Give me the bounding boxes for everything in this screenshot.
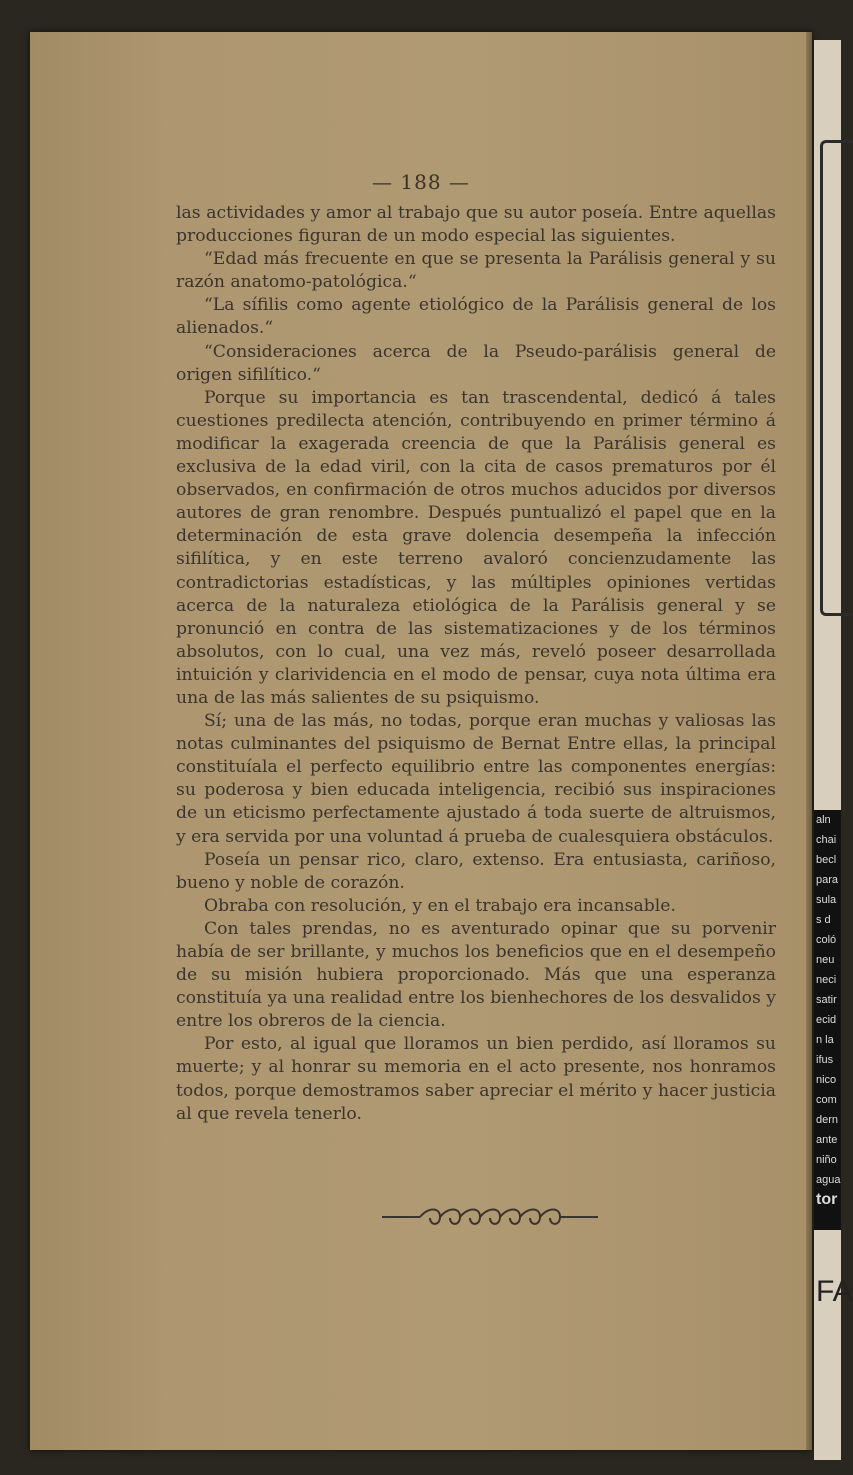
adjacent-page-fragment: nico (816, 1074, 837, 1086)
adjacent-page-frame (820, 140, 853, 616)
paragraph: Con tales prendas, no es aventurado opinar que su porvenir había de ser brillante, y muchos los beneficios que en el desempeño de su misión hubiera proporcionado. Más que una esperanza constituía ya una realidad entre los bienhechores de los desvalidos y entre los obreros de la ciencia. (176, 918, 776, 1032)
adjacent-page-fragment: dern (816, 1114, 839, 1126)
adjacent-page-fragment: niño (816, 1154, 837, 1166)
page-edge (806, 32, 812, 1450)
paragraph: Poseía un pensar rico, claro, extenso. Era entusiasta, cariñoso, bueno y noble de corazón. (176, 849, 776, 893)
adjacent-page-fragment: ecid (816, 1014, 837, 1026)
page-number: — 188 — (372, 170, 470, 194)
paragraph: “Edad más frecuente en que se presenta la Parálisis general y su razón anatomo-patológica.“ (176, 249, 776, 293)
paragraph: las actividades y amor al trabajo que su autor poseía. Entre aquellas producciones figuran de un modo especial las siguientes. (176, 203, 776, 247)
adjacent-page-fragment: neci (816, 974, 837, 986)
adjacent-page-fragment: para (816, 874, 839, 886)
paragraph: “La sífilis como agente etiológico de la Parálisis general de los alienados.“ (176, 295, 776, 339)
adjacent-page-fragment: com (816, 1094, 837, 1106)
book-page (30, 32, 812, 1450)
adjacent-page-fragment: chai (816, 834, 837, 846)
paragraph: Sí; una de las más, no todas, porque eran muchas y valiosas las notas culminantes del psiquismo de Bernat Entre ellas, la principal constituíala el perfecto equilibrio entre las componentes energías: su poderosa y bien educada inteligencia, recibió sus inspiraciones de un eticismo perfectamente ajustado á toda suerte de altruismos, y era servida por una voluntad á prueba de cualesquiera obstáculos. (176, 711, 776, 847)
adjacent-page-fragment: satir (816, 994, 837, 1006)
body-text (176, 202, 776, 1126)
adjacent-page-fragment: ante (816, 1134, 838, 1146)
paragraph: Por esto, al igual que lloramos un bien perdido, así lloramos su muerte; y al honrar su memoria en el acto presente, nos honramos todos, porque demostramos saber apreciar el mérito y hacer justicia al que revela tenerlo. (176, 1034, 776, 1124)
end-ornament-icon (380, 1204, 600, 1230)
paragraph: Porque su importancia es tan trascendental, dedicó á tales cuestiones predilecta atención, contribuyendo en primer término á modificar la exagerada creencia de que la Parálisis general es exclusiva de la edad viril, con la cita de casos prematuros por él observados, en confirmación de otros muchos aducidos por diversos autores de gran renombre. Después puntualizó el papel que en la determinación de esta grave dolencia desempeña la infección sifilítica, y en este terreno avaloró concienzudamente las contradictorias estadísticas, y las múltiples opiniones vertidas acerca de la naturaleza etiológica de la Parálisis general y se pronunció en contra de las sistematizaciones y de los términos absolutos, con lo cual, una vez más, reveló poseer desarrollada intuición y clarividencia en el modo de pensar, cuya nota última era una de las más salientes de su psiquismo. (176, 387, 776, 708)
paragraph: “Consideraciones acerca de la Pseudo-parálisis general de origen sifilítico.“ (176, 341, 776, 385)
paragraph: Obraba con resolución, y en el trabajo era incansable. (204, 895, 676, 916)
adjacent-page (814, 40, 853, 1460)
adjacent-page-fragment: ifus (816, 1054, 834, 1066)
adjacent-page-fragment: agua (816, 1174, 841, 1186)
adjacent-page-fragment: n la (816, 1034, 834, 1046)
adjacent-page-heading: FA (816, 1275, 853, 1308)
adjacent-page-fragment: neu (816, 954, 835, 966)
adjacent-page-fragment: aln (816, 814, 831, 826)
adjacent-page-fragment: tor (816, 1191, 838, 1208)
adjacent-page-fragment: becl (816, 854, 837, 866)
adjacent-page-fragment: s d (816, 914, 831, 926)
adjacent-page-fragment: coló (816, 934, 837, 946)
adjacent-page-column (814, 810, 841, 1230)
adjacent-page-fragment: sula (816, 894, 837, 906)
